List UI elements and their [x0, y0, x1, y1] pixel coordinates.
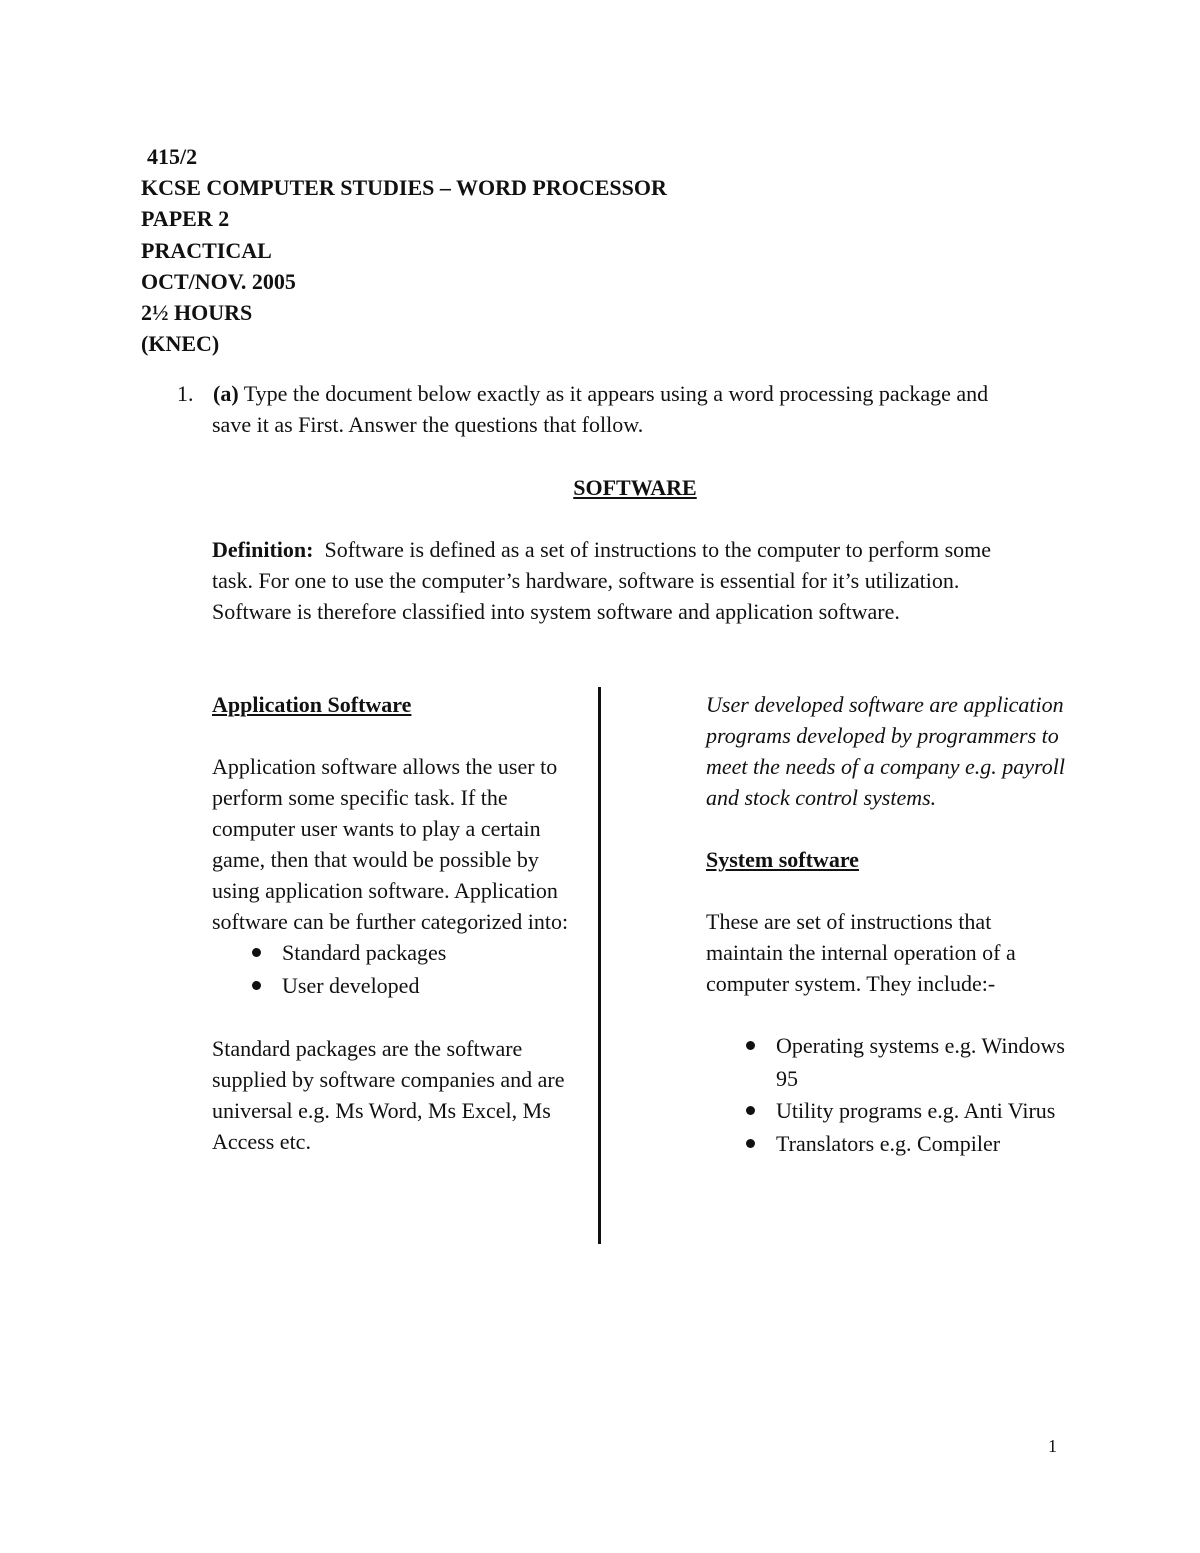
page-number: 1	[1048, 1436, 1057, 1456]
application-software-paragraph: Application software allows the user to perform some specific task. If the computer user wants to play a certain game, then that would be possible by using application software. Application software can be further categorized into:	[212, 754, 569, 934]
application-software-list	[212, 937, 582, 1002]
bullet-icon	[746, 1106, 755, 1115]
exam-date: OCT/NOV. 2005	[141, 268, 296, 294]
application-software-heading: Application Software	[212, 692, 412, 717]
list-item-text: Standard packages	[282, 940, 447, 965]
standard-packages-paragraph: Standard packages are the software supplied by software companies and are universal e.g. Ms Word, Ms Excel, Ms Access etc.	[212, 1036, 565, 1154]
definition-text: Software is defined as a set of instructions to the computer to perform some task. For one to use the computer’s hardware, software is essential for it’s utilization. Software is therefore classified into system software and application software.	[212, 537, 992, 624]
exam-duration: 2½ HOURS	[141, 300, 253, 326]
paper-code: 415/2	[147, 144, 198, 169]
question-text-line1	[213, 378, 1073, 409]
list-item-text: Utility programs e.g. Anti Virus	[776, 1098, 1056, 1123]
list-item	[212, 970, 582, 1003]
list-item-text: Operating systems e.g. Windows 95	[776, 1033, 1065, 1091]
list-item	[706, 1128, 1066, 1161]
list-item-text: Translators e.g. Compiler	[776, 1130, 1001, 1156]
paper-number: PAPER 2	[141, 206, 230, 232]
left-column	[212, 689, 582, 1157]
bullet-icon	[746, 1041, 755, 1050]
list-item	[706, 1095, 1066, 1128]
definition-label: Definition:	[212, 537, 314, 562]
exam-header	[141, 141, 667, 359]
bullet-icon	[746, 1139, 755, 1148]
bullet-icon	[252, 981, 261, 990]
list-item	[212, 937, 582, 970]
list-item-text: User developed	[282, 972, 420, 998]
user-developed-paragraph: User developed software are application programs developed by programmers to meet the needs of a company e.g. payroll and stock control systems.	[706, 692, 1066, 810]
question-text-line2: save it as First. Answer the questions that follow.	[212, 412, 644, 437]
exam-title: KCSE COMPUTER STUDIES – WORD PROCESSOR	[141, 175, 667, 201]
question-number: 1.	[177, 381, 194, 406]
paper-type: PRACTICAL	[141, 237, 272, 263]
right-column	[706, 689, 1066, 1160]
exam-board: (KNEC)	[141, 331, 220, 357]
bullet-icon	[252, 948, 261, 957]
system-software-heading: System software	[706, 847, 859, 872]
definition-paragraph	[212, 534, 1002, 627]
system-software-list	[706, 1030, 1066, 1160]
system-software-paragraph: These are set of instructions that maintain the internal operation of a computer system. They include:-	[706, 909, 1016, 996]
question-part: (a)	[213, 381, 239, 406]
column-divider	[598, 687, 601, 1244]
question-instruction: Type the document below exactly as it appears using a word processing package and	[243, 381, 989, 406]
list-item	[706, 1030, 1066, 1095]
document-title: SOFTWARE	[573, 475, 697, 500]
